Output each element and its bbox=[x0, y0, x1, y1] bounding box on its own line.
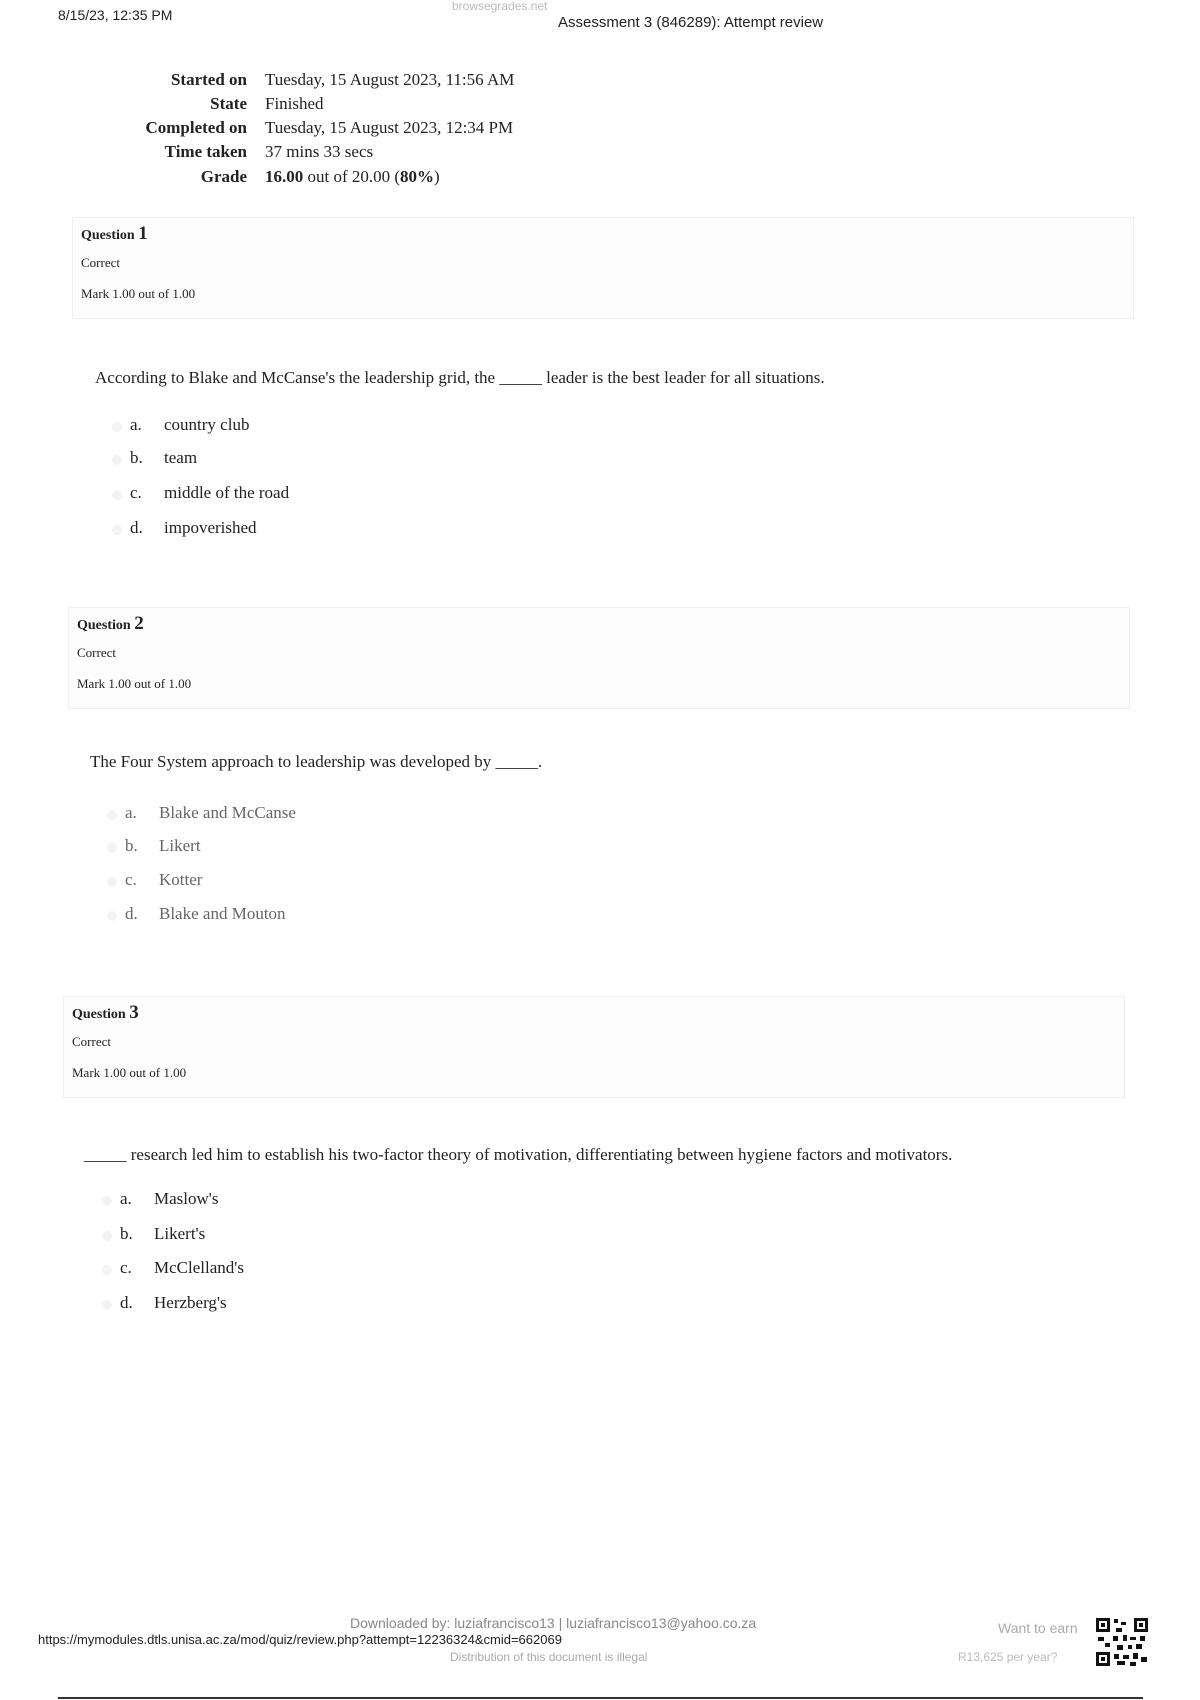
radio-icon[interactable] bbox=[102, 1196, 112, 1206]
question-text: _____ research led him to establish his two-factor theory of motivation, differentiating between hygiene factors and motivators. bbox=[84, 1145, 953, 1164]
summary-row-state bbox=[100, 94, 620, 116]
answer-option[interactable] bbox=[125, 836, 201, 860]
question-state: Correct bbox=[77, 645, 116, 660]
summary-label: Time taken bbox=[164, 142, 247, 161]
option-letter: c. bbox=[120, 1258, 132, 1277]
option-text: middle of the road bbox=[164, 483, 290, 502]
answer-option[interactable] bbox=[120, 1258, 244, 1282]
question-mark: Mark 1.00 out of 1.00 bbox=[81, 286, 196, 301]
grade-score: 16.00 bbox=[265, 167, 304, 186]
question-info-box bbox=[68, 607, 1130, 709]
option-text: country club bbox=[164, 415, 250, 434]
answer-option[interactable] bbox=[120, 1224, 205, 1248]
option-letter: a. bbox=[130, 415, 142, 434]
radio-icon[interactable] bbox=[112, 525, 122, 535]
question-label: Question bbox=[81, 228, 135, 243]
question-number-value: 2 bbox=[134, 613, 144, 634]
radio-icon[interactable] bbox=[112, 490, 122, 500]
option-text: Maslow's bbox=[154, 1189, 219, 1208]
summary-label: Started on bbox=[170, 70, 247, 89]
question-text: According to Blake and McCanse's the leadership grid, the _____ leader is the best leader for all situations. bbox=[95, 368, 825, 387]
option-text: Herzberg's bbox=[154, 1293, 227, 1312]
downloaded-by-text: Downloaded by: luziafrancisco13 | luziafrancisco13@yahoo.co.za bbox=[350, 1615, 757, 1631]
question-mark: Mark 1.00 out of 1.00 bbox=[77, 676, 192, 691]
question-info-box bbox=[72, 217, 1134, 319]
watermark-text: browsegrades.net bbox=[452, 0, 548, 13]
answer-option[interactable] bbox=[130, 448, 197, 472]
question-mark: Mark 1.00 out of 1.00 bbox=[72, 1065, 187, 1080]
question-number bbox=[77, 613, 144, 635]
radio-icon[interactable] bbox=[107, 911, 117, 921]
option-letter: a. bbox=[125, 803, 137, 822]
option-letter: d. bbox=[130, 518, 143, 537]
print-datetime: 8/15/23, 12:35 PM bbox=[58, 7, 173, 23]
radio-icon[interactable] bbox=[107, 810, 117, 820]
option-letter: b. bbox=[125, 836, 138, 855]
summary-row-completed bbox=[100, 118, 620, 140]
summary-row-grade bbox=[100, 167, 620, 189]
answer-option[interactable] bbox=[125, 870, 202, 894]
question-number-value: 3 bbox=[129, 1002, 139, 1023]
grade-out-of: out of 20.00 ( bbox=[303, 167, 401, 186]
answer-option[interactable] bbox=[130, 483, 289, 507]
summary-label: State bbox=[210, 94, 247, 113]
page-url[interactable]: https://mymodules.dtls.unisa.ac.za/mod/quiz/review.php?attempt=12236324&cmid=662069 bbox=[38, 1632, 562, 1647]
summary-label: Completed on bbox=[145, 118, 247, 137]
question-info-box bbox=[63, 996, 1125, 1098]
summary-value: Tuesday, 15 August 2023, 11:56 AM bbox=[265, 70, 515, 89]
option-text: team bbox=[164, 448, 198, 467]
summary-row-started bbox=[100, 70, 620, 92]
option-text: Kotter bbox=[159, 870, 203, 889]
radio-icon[interactable] bbox=[102, 1265, 112, 1275]
option-letter: c. bbox=[130, 483, 142, 502]
answer-option[interactable] bbox=[120, 1189, 218, 1213]
earn-promo-text[interactable]: Want to earn bbox=[998, 1620, 1078, 1636]
question-number-value: 1 bbox=[138, 223, 148, 244]
distribution-note: Distribution of this document is illegal bbox=[450, 1650, 648, 1664]
option-text: impoverished bbox=[164, 518, 257, 537]
option-text: McClelland's bbox=[154, 1258, 244, 1277]
question-state: Correct bbox=[72, 1034, 111, 1049]
radio-icon[interactable] bbox=[102, 1300, 112, 1310]
answer-option[interactable] bbox=[130, 518, 257, 542]
answer-option[interactable] bbox=[120, 1293, 227, 1317]
question-number bbox=[81, 223, 148, 245]
option-letter: c. bbox=[125, 870, 137, 889]
summary-label: Grade bbox=[200, 167, 247, 186]
question-label: Question bbox=[77, 618, 131, 633]
question-text: The Four System approach to leadership was developed by _____. bbox=[90, 752, 543, 771]
question-number bbox=[72, 1002, 139, 1024]
radio-icon[interactable] bbox=[112, 422, 122, 432]
answer-option[interactable] bbox=[130, 415, 249, 439]
answer-option[interactable] bbox=[125, 803, 296, 827]
qr-code-icon[interactable] bbox=[1095, 1617, 1149, 1667]
radio-icon[interactable] bbox=[107, 843, 117, 853]
radio-icon[interactable] bbox=[102, 1231, 112, 1241]
page-title: Assessment 3 (846289): Attempt review bbox=[558, 14, 824, 31]
question-state: Correct bbox=[81, 255, 120, 270]
summary-row-time-taken bbox=[100, 142, 620, 164]
grade-value bbox=[265, 167, 440, 187]
option-text: Blake and Mouton bbox=[159, 904, 286, 923]
bottom-divider bbox=[58, 1697, 1143, 1699]
grade-percent: 80% bbox=[400, 167, 435, 186]
answer-option[interactable] bbox=[125, 904, 286, 928]
grade-close: ) bbox=[434, 167, 440, 186]
option-letter: b. bbox=[130, 448, 143, 467]
option-letter: a. bbox=[120, 1189, 132, 1208]
radio-icon[interactable] bbox=[112, 455, 122, 465]
option-letter: d. bbox=[120, 1293, 133, 1312]
summary-value: Finished bbox=[265, 94, 324, 113]
option-text: Likert bbox=[159, 836, 201, 855]
option-letter: b. bbox=[120, 1224, 133, 1243]
radio-icon[interactable] bbox=[107, 877, 117, 887]
option-letter: d. bbox=[125, 904, 138, 923]
earn-promo-subtext[interactable]: R13,625 per year? bbox=[958, 1650, 1058, 1664]
option-text: Blake and McCanse bbox=[159, 803, 296, 822]
summary-value: 37 mins 33 secs bbox=[265, 142, 374, 161]
summary-value: Tuesday, 15 August 2023, 12:34 PM bbox=[265, 118, 514, 137]
question-label: Question bbox=[72, 1007, 126, 1022]
option-text: Likert's bbox=[154, 1224, 206, 1243]
